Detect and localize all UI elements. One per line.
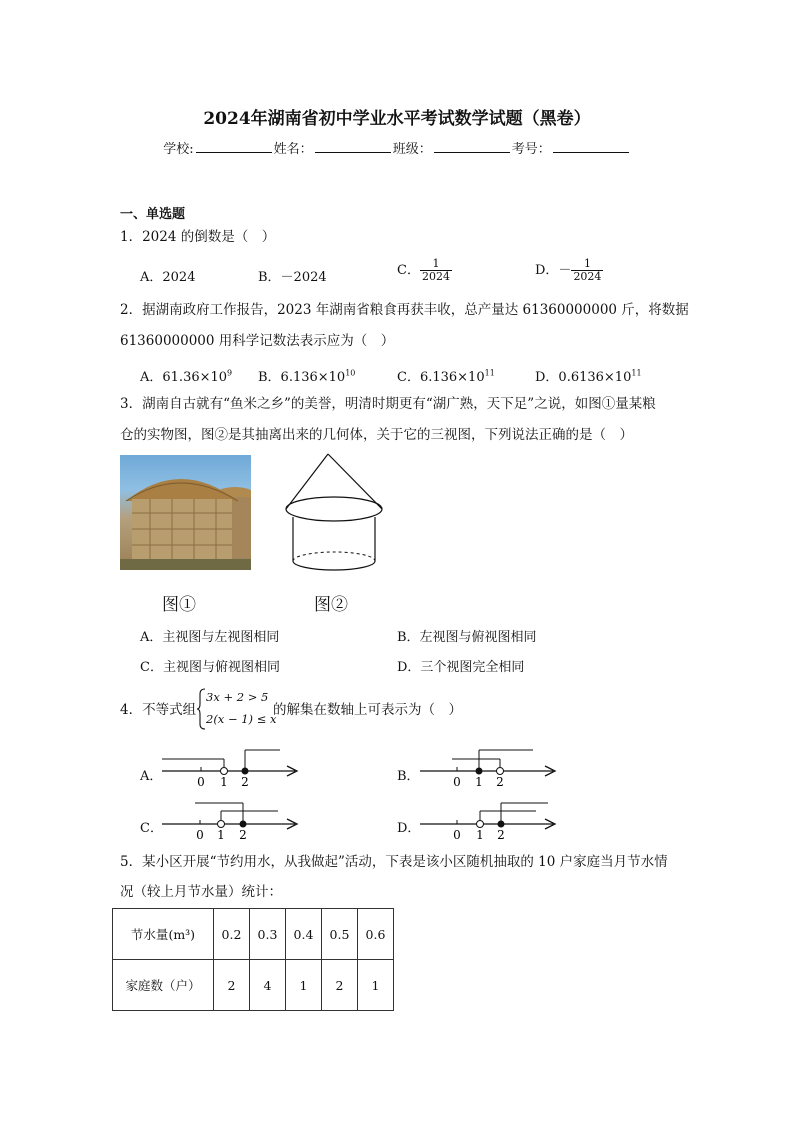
q1-d-numerator: 1 bbox=[583, 257, 591, 270]
tick-1: 1 bbox=[220, 775, 228, 789]
q1-c-fraction bbox=[420, 258, 452, 283]
q2-a-base: A．61.36×10 bbox=[140, 370, 228, 385]
q4-option-c: C． bbox=[140, 821, 163, 836]
q2-d-base: D．0.6136×10 bbox=[535, 370, 632, 385]
q2-c-exponent: 11 bbox=[484, 368, 495, 378]
tick-1: 1 bbox=[217, 828, 225, 842]
tick-1: 1 bbox=[475, 775, 483, 789]
header-label: 节水量 bbox=[130, 927, 169, 942]
q1-text: 1．2024 的倒数是（ ） bbox=[120, 229, 276, 245]
q1-d-denominator: 2024 bbox=[573, 270, 602, 283]
granary-photo bbox=[120, 455, 251, 570]
table-cell: 2 bbox=[322, 960, 358, 1011]
cone-left-edge bbox=[286, 454, 328, 509]
q3-line1: 3．湖南自古就有“鱼米之乡”的美誉，明清时期更有“湖广熟，天下足”之说，如图①量某粮 bbox=[120, 396, 656, 412]
q1-option-a: A．2024 bbox=[140, 270, 196, 285]
tick-1: 1 bbox=[476, 828, 484, 842]
q4-option-d: D． bbox=[397, 821, 421, 836]
name-blank[interactable] bbox=[315, 140, 391, 153]
number-line-b bbox=[418, 745, 558, 790]
table-cell: 0.5 bbox=[322, 909, 358, 960]
q3-option-c: C．主视图与俯视图相同 bbox=[140, 660, 280, 675]
q2-b-exponent: 10 bbox=[345, 368, 356, 378]
number-line-d bbox=[418, 798, 558, 843]
number-blank[interactable] bbox=[553, 140, 629, 153]
table-cell: 1 bbox=[358, 960, 394, 1011]
section-heading: 一、单选题 bbox=[120, 207, 186, 222]
q3-option-b: B．左视图与俯视图相同 bbox=[397, 630, 537, 645]
q3-option-a: A．主视图与左视图相同 bbox=[140, 630, 280, 645]
header-unit: (m³) bbox=[168, 927, 196, 942]
q1-c-numerator: 1 bbox=[432, 257, 440, 270]
page-title: 2024年湖南省初中学业水平考试数学试题（黑卷） bbox=[203, 109, 591, 129]
table-header-cell bbox=[113, 909, 214, 960]
tick-2: 2 bbox=[497, 828, 505, 842]
tick-0: 0 bbox=[453, 828, 461, 842]
q4-prefix: 4．不等式组 bbox=[120, 702, 197, 718]
q2-line1: 2．据湖南政府工作报告，2023 年湖南省粮食再获丰收，总产量达 61360000000 斤，将数据 bbox=[120, 302, 689, 318]
q5-line2: 况（较上月节水量）统计： bbox=[120, 884, 282, 900]
q2-option-b bbox=[258, 366, 355, 385]
number-label: 考号： bbox=[511, 142, 551, 157]
name-label: 姓名： bbox=[273, 142, 313, 157]
q2-a-exponent: 9 bbox=[227, 368, 233, 378]
table-cell: 0.6 bbox=[358, 909, 394, 960]
class-label: 班级： bbox=[392, 142, 432, 157]
cone-base-ellipse bbox=[286, 497, 382, 521]
class-blank[interactable] bbox=[434, 140, 510, 153]
figure-2-label: 图② bbox=[314, 595, 348, 615]
q3-line2: 仓的实物图，图②是其抽离出来的几何体，关于它的三视图，下列说法正确的是（ ） bbox=[120, 427, 633, 443]
q4-brace bbox=[196, 688, 206, 730]
table-cell: 4 bbox=[250, 960, 286, 1011]
q2-d-exponent: 11 bbox=[631, 368, 642, 378]
water-saving-table bbox=[112, 908, 394, 1011]
q1-c-denominator: 2024 bbox=[421, 270, 450, 283]
table-cell: 2 bbox=[214, 960, 250, 1011]
q2-b-base: B．6.136×10 bbox=[258, 370, 346, 385]
q2-c-base: C．6.136×10 bbox=[397, 370, 485, 385]
table-header-cell: 家庭数（户） bbox=[113, 960, 214, 1011]
q4-inequality-2: 2(x − 1) ≤ x bbox=[206, 712, 277, 726]
q1-option-b: B．－2024 bbox=[258, 270, 327, 285]
table-cell: 0.4 bbox=[286, 909, 322, 960]
granary-photo-art bbox=[120, 455, 251, 570]
cylinder-bottom-back bbox=[293, 552, 375, 561]
table-cell: 0.3 bbox=[250, 909, 286, 960]
q1-option-c bbox=[397, 258, 452, 283]
table-row bbox=[113, 960, 394, 1011]
school-blank[interactable] bbox=[196, 140, 272, 153]
geometry-figure bbox=[276, 448, 396, 578]
tick-2: 2 bbox=[496, 775, 504, 789]
tick-2: 2 bbox=[239, 828, 247, 842]
table-cell: 1 bbox=[286, 960, 322, 1011]
school-label: 学校: bbox=[163, 142, 194, 157]
q2-option-d bbox=[535, 366, 642, 385]
q4-inequality-1: 3x + 2 > 5 bbox=[206, 690, 269, 704]
tick-0: 0 bbox=[453, 775, 461, 789]
number-line-c bbox=[160, 798, 300, 843]
q4-option-b: B． bbox=[397, 769, 420, 784]
tick-2: 2 bbox=[241, 775, 249, 789]
q2-option-c bbox=[397, 366, 495, 385]
number-line-a bbox=[160, 745, 300, 790]
q2-line2: 61360000000 用科学记数法表示应为（ ） bbox=[120, 333, 395, 349]
figure-1-label: 图① bbox=[162, 595, 196, 615]
cylinder-bottom-front bbox=[293, 561, 375, 570]
q4-suffix: 的解集在数轴上可表示为（ ） bbox=[273, 702, 462, 718]
tick-0: 0 bbox=[196, 828, 204, 842]
table-row bbox=[113, 909, 394, 960]
q1-d-prefix: D．－ bbox=[535, 263, 572, 278]
student-info-line bbox=[0, 138, 794, 157]
table-cell: 0.2 bbox=[214, 909, 250, 960]
q5-line1: 5．某小区开展“节约用水，从我做起”活动，下表是该小区随机抽取的 10 户家庭当月节水情 bbox=[120, 854, 668, 870]
cone-right-edge bbox=[328, 454, 382, 509]
q1-option-d bbox=[535, 258, 603, 283]
q4-option-a: A． bbox=[140, 769, 163, 784]
q2-option-a bbox=[140, 366, 232, 385]
q1-c-prefix: C． bbox=[397, 263, 420, 278]
q1-d-fraction bbox=[571, 258, 603, 283]
q3-option-d: D．三个视图完全相同 bbox=[397, 660, 525, 675]
tick-0: 0 bbox=[197, 775, 205, 789]
